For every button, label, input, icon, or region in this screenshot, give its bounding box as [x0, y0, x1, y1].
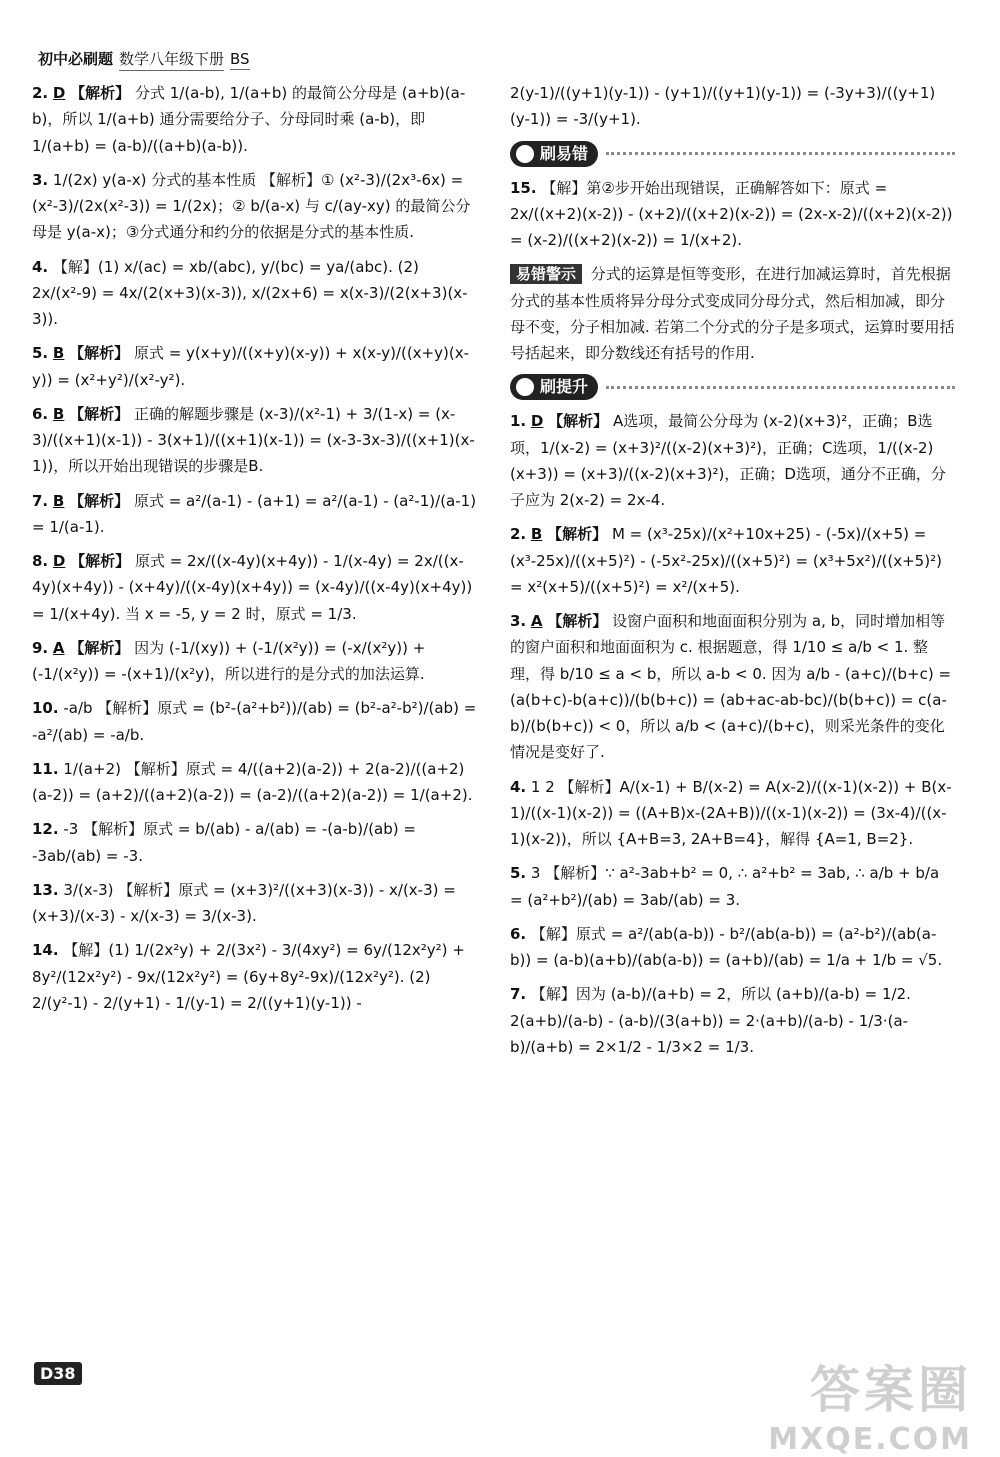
book-edition: BS [230, 50, 250, 68]
section-icon [516, 145, 534, 163]
answer-item-15: 15. 【解】第②步开始出现错误，正确解答如下：原式 = 2x/((x+2)(x-2)) - (x+2)/((x+2)(x-2)) = (2x-x-2)/((x+2)(x-2)) = (x-2)/((x+2)(x-2)) = 1/(x+2). [510, 178, 953, 249]
answer-item-8: 8. D 【解析】 原式 = 2x/((x-4y)(x+4y)) - 1/(x-4y) = 2x/((x-4y)(x+4y)) - (x+4y)/((x-4y)(x+4y)) = (x-4y)/((x-4y)(x+4y)) = 1/(x+4y). 当 x = -5, y = 2 时，原式 = 1/3. [32, 552, 473, 623]
answer-item-p4: 4. 1 2 【解析】A/(x-1) + B/(x-2) = A(x-2)/((x-1)(x-2)) + B(x-1)/((x-1)(x-2)) = ((A+B)x-(2A+B))/((x-1)(x-2)) = (3x-4)/((x-1)(x-2))，所以 {A+B=3, 2A+B=4}，解得 {A=1, B=2}. [510, 777, 952, 848]
answer-item-11: 11. 1/(a+2) 【解析】原式 = 4/((a+2)(a-2)) + 2(a-2)/((a+2)(a-2)) = (a+2)/((a+2)(a-2)) = (a-2)/((a+2)(a-2)) = 1/(a+2). [32, 759, 473, 804]
answer-item-3: 3. 1/(2x) y(a-x) 分式的基本性质 【解析】① (x²-3)/(2x³-6x) = (x²-3)/(2x(x²-3)) = 1/(2x)；② b/(a-x) 与 c/(ay-xy) 的最简公分母是 y(a-x)；③分式通分和约分的依据是分式的基本性质. [32, 170, 471, 242]
book-subtitle: 数学八年级下册 [119, 48, 224, 71]
answer-item-9: 9. A 【解析】 因为 (-1/(xy)) + (-1/(x²y)) = (-x/(x²y)) + (-1/(x²y)) = -(x+1)/(x²y)，所以进行的是分式的加法运算. [32, 638, 426, 683]
watermark: 答案圈 MXQE.COM [768, 1361, 972, 1457]
answer-item-6: 6. B 【解析】 正确的解题步骤是 (x-3)/(x²-1) + 3/(1-x) = (x-3)/((x+1)(x-1)) - 3(x+1)/((x+1)(x-1)) = (x-3-3x-3)/((x+1)(x-1))，所以开始出现错误的步骤是B. [32, 404, 475, 476]
page-header [38, 48, 962, 71]
answer-item-p2: 2. B 【解析】 M = (x³-25x)/(x²+10x+25) - (-5x)/(x+5) = (x³-25x)/((x+5)²) - (-5x²-25x)/((x+5)²) = (x³+5x²)/((x+5)²) = x²(x+5)/((x+5)²) = x²/(x+5). [510, 525, 942, 596]
answer-item-13: 13. 3/(x-3) 【解析】原式 = (x+3)²/((x+3)(x-3)) - x/(x-3) = (x+3)/(x-3) - x/(x-3) = 3/(x-3). [32, 880, 456, 925]
answer-item-p3: 3. A 【解析】 设窗户面积和地面面积分别为 a, b，同时增加相等的窗户面积和地面面积为 c. 根据题意，得 1/10 ≤ a/b < 1. 整理，得 b/10 ≤ a < b，所以 a-b < 0. 因为 a/b - (a+c)/(b+c) = (a(b+c)-b(a+c))/(b(b+c)) = (ab+ac-ab-bc)/(b(b+c)) = c(a-b)/(b(b+c)) < 0，所以 a/b < (a+c)/(b+c)，则采光条件的变化情况是变好了. [510, 612, 952, 762]
answer-item-p7: 7. 【解】因为 (a-b)/(a+b) = 2，所以 (a+b)/(a-b) = 1/2. 2(a+b)/(a-b) - (a-b)/(3(a+b)) = 2·(a+b)/(a-b) - 1/3·(a-b)/(a+b) = 2×1/2 - 1/3×2 = 1/3. [510, 985, 911, 1056]
dotted-divider [606, 386, 955, 389]
answer-item-10: 10. -a/b 【解析】原式 = (b²-(a²+b²))/(ab) = (b²-a²-b²)/(ab) = -a²/(ab) = -a/b. [32, 699, 477, 744]
answer-item-14-continued: 2(y-1)/((y+1)(y-1)) - (y+1)/((y+1)(y-1)) = (-3y+3)/((y+1)(y-1)) = -3/(y+1). [510, 84, 936, 129]
warning-label: 易错警示 [510, 264, 582, 284]
dotted-divider [606, 152, 955, 155]
right-column [510, 80, 955, 1068]
answer-item-p6: 6. 【解】原式 = a²/(ab(a-b)) - b²/(ab(a-b)) = (a²-b²)/(ab(a-b)) = (a-b)(a+b)/(ab(a-b)) = (a+b)/(ab) = 1/a + 1/b = √5. [510, 924, 943, 969]
section-header-improve: 刷提升 [510, 374, 955, 400]
answer-item-14: 14. 【解】(1) 1/(2x²y) + 2/(3x²) - 3/(4xy²) = 6y/(12x²y²) + 8y²/(12x²y²) - 9x/(12x²y²) = (6y+8y²-9x)/(12x²y²). (2) 2/(y²-1) - 2/(y+1) - 1/(y-1) = 2/((y+1)(y-1)) - [32, 941, 465, 1012]
answer-item-4: 4. 【解】(1) x/(ac) = xb/(abc), y/(bc) = ya/(abc). (2) 2x/(x²-9) = 4x/(2(x+3)(x-3)), x/(2x+6) = x(x-3)/(2(x+3)(x-3)). [32, 257, 468, 328]
error-warning-box: 易错警示 分式的运算是恒等变形，在进行加减运算时，首先根据分式的基本性质将异分母分式变成同分母分式，然后相加减，即分母不变，分子相加减. 若第二个分式的分子是多项式，运算时要用括号括起来，即分数线还有括号的作用. [510, 265, 955, 362]
answer-item-12: 12. -3 【解析】原式 = b/(ab) - a/(ab) = -(a-b)/(ab) = -3ab/(ab) = -3. [32, 820, 416, 865]
book-title: 初中必刷题 [38, 50, 114, 68]
answer-item-2: 2. D 【解析】 分式 1/(a-b), 1/(a+b) 的最简公分母是 (a+b)(a-b)，所以 1/(a+b) 通分需要给分子、分母同时乘 (a-b)，即 1/(a+b) = (a-b)/((a+b)(a-b)). [32, 84, 466, 155]
answer-item-5: 5. B 【解析】 原式 = y(x+y)/((x+y)(x-y)) + x(x-y)/((x+y)(x-y)) = (x²+y²)/(x²-y²). [32, 344, 469, 389]
section-icon [516, 378, 534, 396]
answer-item-7: 7. B 【解析】 原式 = a²/(a-1) - (a+1) = a²/(a-1) - (a²-1)/(a-1) = 1/(a-1). [32, 491, 477, 536]
page-number: D38 [34, 1362, 82, 1385]
answer-item-p5: 5. 3 【解析】∵ a²-3ab+b² = 0, ∴ a²+b² = 3ab, ∴ a/b + b/a = (a²+b²)/(ab) = 3ab/(ab) = 3. [510, 864, 940, 909]
section-header-errors: 刷易错 [510, 141, 955, 167]
answer-item-p1: 1. D 【解析】 A选项，最简公分母为 (x-2)(x+3)²，正确；B选项，1/(x-2) = (x+3)²/((x-2)(x+3)²)，正确；C选项，1/((x-2)(x+3)) = (x+3)/((x-2)(x+3)²)，正确；D选项，通分不正确，分子应为 2(x-2) = 2x-4. [510, 412, 946, 509]
left-column [32, 80, 477, 1024]
